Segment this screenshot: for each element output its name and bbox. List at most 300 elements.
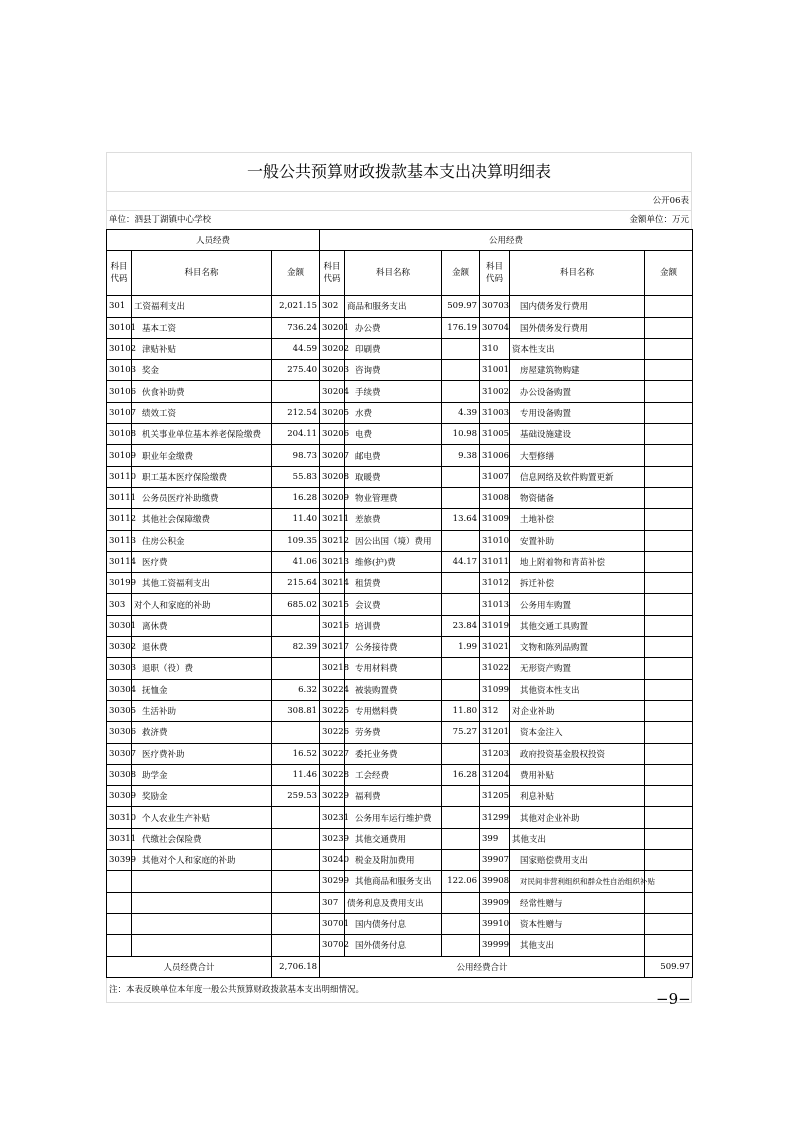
amount-value: 11.40 — [272, 509, 320, 530]
amount-value — [272, 807, 320, 828]
amount-value — [272, 722, 320, 743]
subject-name: 其他支出 — [510, 935, 645, 956]
table-row — [107, 615, 693, 636]
table-row — [107, 871, 693, 892]
table-row — [107, 338, 693, 359]
amount-value — [442, 807, 480, 828]
amount-value — [645, 700, 693, 721]
table-row — [107, 466, 693, 487]
amount-value — [272, 381, 320, 402]
amount-value — [645, 445, 693, 466]
page-number: −9− — [656, 990, 691, 1008]
subject-code: 30205 — [320, 402, 345, 423]
subject-name: 医疗费补助 — [132, 743, 272, 764]
section-header-row — [107, 230, 693, 251]
table-row — [107, 807, 693, 828]
subject-name: 奖金 — [132, 360, 272, 381]
subject-code: 30308 — [107, 764, 132, 785]
amount-value: 82.39 — [272, 637, 320, 658]
subject-name: 差旅费 — [345, 509, 442, 530]
subject-code: 30226 — [320, 722, 345, 743]
subject-name — [132, 892, 272, 913]
amount-value: 16.52 — [272, 743, 320, 764]
subject-code: 30206 — [320, 424, 345, 445]
subject-name: 政府投资基金股权投资 — [510, 743, 645, 764]
amount-value — [645, 658, 693, 679]
subject-code: 30201 — [320, 317, 345, 338]
amount-value — [645, 935, 693, 956]
subject-code: 30208 — [320, 466, 345, 487]
subject-code: 30309 — [107, 786, 132, 807]
subject-code: 30215 — [320, 594, 345, 615]
page-title: 一般公共预算财政拨款基本支出决算明细表 — [106, 152, 692, 191]
subject-code: 39908 — [480, 871, 510, 892]
subject-code: 30199 — [107, 573, 132, 594]
subject-code: 30217 — [320, 637, 345, 658]
amount-value: 685.02 — [272, 594, 320, 615]
unit-label: 单位：泗县丁湖镇中心学校 — [109, 215, 212, 225]
subject-code: 30204 — [320, 381, 345, 402]
subject-code: 30304 — [107, 679, 132, 700]
personnel-total-value: 2,706.18 — [272, 956, 320, 977]
table-row — [107, 935, 693, 956]
amount-value: 13.64 — [442, 509, 480, 530]
amount-value: 215.64 — [272, 573, 320, 594]
table-row — [107, 317, 693, 338]
subject-name: 公务接待费 — [345, 637, 442, 658]
subject-name: 退休费 — [132, 637, 272, 658]
subject-code: 30701 — [320, 913, 345, 934]
table-row — [107, 402, 693, 423]
subject-code: 31099 — [480, 679, 510, 700]
subject-code: 31011 — [480, 551, 510, 572]
subject-code: 302 — [320, 296, 345, 317]
amount-header: 金额 — [442, 251, 480, 296]
amount-value: 2,021.15 — [272, 296, 320, 317]
amount-value: 259.53 — [272, 786, 320, 807]
subject-name — [132, 935, 272, 956]
amount-value: 75.27 — [442, 722, 480, 743]
amount-value — [272, 615, 320, 636]
subject-name: 津贴补贴 — [132, 338, 272, 359]
table-row — [107, 360, 693, 381]
subject-code: 30102 — [107, 338, 132, 359]
name-header: 科目名称 — [510, 251, 645, 296]
subject-code: 30704 — [480, 317, 510, 338]
subject-code: 30703 — [480, 296, 510, 317]
table-row — [107, 786, 693, 807]
column-header-row — [107, 251, 693, 296]
subject-name: 机关事业单位基本养老保险缴费 — [132, 424, 272, 445]
subject-code: 31001 — [480, 360, 510, 381]
subject-code: 31021 — [480, 637, 510, 658]
amount-value — [442, 828, 480, 849]
amount-value: 16.28 — [442, 764, 480, 785]
subject-code: 31003 — [480, 402, 510, 423]
subject-name: 物资储备 — [510, 487, 645, 508]
table-row — [107, 764, 693, 785]
amount-value — [645, 573, 693, 594]
subject-name: 办公设备购置 — [510, 381, 645, 402]
table-row — [107, 637, 693, 658]
amount-value — [645, 913, 693, 934]
subject-name: 劳务费 — [345, 722, 442, 743]
amount-value — [645, 509, 693, 530]
subject-name: 其他对个人和家庭的补助 — [132, 850, 272, 871]
amount-value — [442, 892, 480, 913]
name-header: 科目名称 — [345, 251, 442, 296]
subject-name: 个人农业生产补贴 — [132, 807, 272, 828]
amount-value — [442, 487, 480, 508]
amount-value — [645, 637, 693, 658]
amount-value — [442, 338, 480, 359]
table-code: 公开06表 — [106, 191, 692, 210]
amount-value — [442, 573, 480, 594]
subject-code: 30218 — [320, 658, 345, 679]
subject-name: 代缴社会保险费 — [132, 828, 272, 849]
table-row — [107, 679, 693, 700]
subject-code: 30239 — [320, 828, 345, 849]
amount-value — [645, 424, 693, 445]
subject-name: 因公出国（境）费用 — [345, 530, 442, 551]
amount-value: 11.80 — [442, 700, 480, 721]
subject-name: 对个人和家庭的补助 — [132, 594, 272, 615]
subject-code: 30101 — [107, 317, 132, 338]
amount-value — [645, 466, 693, 487]
amount-value: 204.11 — [272, 424, 320, 445]
subject-name: 物业管理费 — [345, 487, 442, 508]
table-row — [107, 658, 693, 679]
subject-name: 生活补助 — [132, 700, 272, 721]
subject-name: 基本工资 — [132, 317, 272, 338]
subject-name: 利息补贴 — [510, 786, 645, 807]
amount-unit: 金额单位：万元 — [629, 215, 689, 225]
subject-name: 信息网络及软件购置更新 — [510, 466, 645, 487]
footnote: 注：本表反映单位本年度一般公共预算财政拨款基本支出明细情况。 — [106, 978, 692, 1003]
table-row — [107, 700, 693, 721]
subject-code: 30240 — [320, 850, 345, 871]
subject-name: 专用燃料费 — [345, 700, 442, 721]
amount-value: 10.98 — [442, 424, 480, 445]
subject-name: 培训费 — [345, 615, 442, 636]
subject-name: 无形资产购置 — [510, 658, 645, 679]
amount-value: 212.54 — [272, 402, 320, 423]
subject-code: 30112 — [107, 509, 132, 530]
subject-name: 其他支出 — [510, 828, 645, 849]
subject-code: 31205 — [480, 786, 510, 807]
subject-code: 30231 — [320, 807, 345, 828]
public-total-label: 公用经费合计 — [320, 956, 645, 977]
amount-value — [645, 807, 693, 828]
amount-value: 736.24 — [272, 317, 320, 338]
subject-name: 国外债务付息 — [345, 935, 442, 956]
subject-name: 其他交通费用 — [345, 828, 442, 849]
amount-value — [442, 913, 480, 934]
subject-code: 30227 — [320, 743, 345, 764]
subject-name: 水费 — [345, 402, 442, 423]
expenditure-table — [106, 229, 693, 978]
personnel-section-header: 人员经费 — [107, 230, 320, 251]
subject-code: 30212 — [320, 530, 345, 551]
table-row — [107, 487, 693, 508]
amount-value: 109.35 — [272, 530, 320, 551]
amount-value — [442, 679, 480, 700]
subject-name: 其他资本性支出 — [510, 679, 645, 700]
amount-value: 44.59 — [272, 338, 320, 359]
table-row — [107, 424, 693, 445]
amount-value — [272, 828, 320, 849]
subject-name: 资本性赠与 — [510, 913, 645, 934]
amount-value — [645, 317, 693, 338]
amount-value: 6.32 — [272, 679, 320, 700]
subject-code: 39999 — [480, 935, 510, 956]
amount-value — [442, 935, 480, 956]
amount-header: 金额 — [645, 251, 693, 296]
subject-code: 30301 — [107, 615, 132, 636]
amount-value: 275.40 — [272, 360, 320, 381]
subject-name: 其他对企业补助 — [510, 807, 645, 828]
code-header: 科目代码 — [480, 251, 510, 296]
table-row — [107, 850, 693, 871]
amount-value — [272, 892, 320, 913]
subject-code: 30702 — [320, 935, 345, 956]
subject-code: 30302 — [107, 637, 132, 658]
table-row — [107, 743, 693, 764]
subject-name: 国内债务发行费用 — [510, 296, 645, 317]
subject-name: 商品和服务支出 — [345, 296, 442, 317]
amount-value — [645, 615, 693, 636]
subject-code: 307 — [320, 892, 345, 913]
amount-value: 23.84 — [442, 615, 480, 636]
subject-name: 其他商品和服务支出 — [345, 871, 442, 892]
subject-code — [107, 913, 132, 934]
subject-name: 电费 — [345, 424, 442, 445]
subject-name: 对企业补助 — [510, 700, 645, 721]
amount-value — [645, 381, 693, 402]
subject-name: 基础设施建设 — [510, 424, 645, 445]
subject-code: 31006 — [480, 445, 510, 466]
subject-name: 租赁费 — [345, 573, 442, 594]
table-row — [107, 913, 693, 934]
subject-name: 其他交通工具购置 — [510, 615, 645, 636]
amount-value: 55.83 — [272, 466, 320, 487]
subject-code: 30107 — [107, 402, 132, 423]
subject-name: 费用补贴 — [510, 764, 645, 785]
code-header: 科目代码 — [107, 251, 132, 296]
subject-name: 房屋建筑物购建 — [510, 360, 645, 381]
amount-value — [645, 892, 693, 913]
subject-code: 310 — [480, 338, 510, 359]
subject-name: 经常性赠与 — [510, 892, 645, 913]
subject-name: 被装购置费 — [345, 679, 442, 700]
subject-name: 地上附着物和青苗补偿 — [510, 551, 645, 572]
subject-code: 30106 — [107, 381, 132, 402]
amount-value: 509.97 — [442, 296, 480, 317]
amount-value — [442, 381, 480, 402]
subject-code: 31019 — [480, 615, 510, 636]
subject-code: 30211 — [320, 509, 345, 530]
amount-value — [442, 360, 480, 381]
amount-value — [645, 338, 693, 359]
amount-value — [272, 850, 320, 871]
subject-code: 30111 — [107, 487, 132, 508]
subject-name: 工会经费 — [345, 764, 442, 785]
unit-row — [106, 210, 692, 229]
subject-name: 职工基本医疗保险缴费 — [132, 466, 272, 487]
amount-value — [442, 658, 480, 679]
subject-code: 31203 — [480, 743, 510, 764]
subject-name: 委托业务费 — [345, 743, 442, 764]
subject-code: 30209 — [320, 487, 345, 508]
amount-value: 9.38 — [442, 445, 480, 466]
subject-code: 30303 — [107, 658, 132, 679]
subject-name: 国家赔偿费用支出 — [510, 850, 645, 871]
public-section-header: 公用经费 — [320, 230, 693, 251]
subject-name: 职业年金缴费 — [132, 445, 272, 466]
subject-code: 30110 — [107, 466, 132, 487]
amount-value — [645, 360, 693, 381]
subject-name — [132, 913, 272, 934]
subject-code: 30109 — [107, 445, 132, 466]
subject-code: 31201 — [480, 722, 510, 743]
table-row — [107, 381, 693, 402]
subject-code: 30113 — [107, 530, 132, 551]
subject-code: 31022 — [480, 658, 510, 679]
table-row — [107, 551, 693, 572]
subject-code: 31009 — [480, 509, 510, 530]
personnel-total-label: 人员经费合计 — [107, 956, 272, 977]
subject-name: 国内债务付息 — [345, 913, 442, 934]
subject-code: 31008 — [480, 487, 510, 508]
public-total-value: 509.97 — [645, 956, 693, 977]
table-row — [107, 296, 693, 317]
subject-code — [107, 871, 132, 892]
subject-code: 399 — [480, 828, 510, 849]
subject-name: 安置补助 — [510, 530, 645, 551]
subject-code: 30214 — [320, 573, 345, 594]
subject-code: 30310 — [107, 807, 132, 828]
subject-name: 奖励金 — [132, 786, 272, 807]
amount-value — [645, 530, 693, 551]
amount-value — [645, 850, 693, 871]
subject-name: 邮电费 — [345, 445, 442, 466]
subject-name: 医疗费 — [132, 551, 272, 572]
amount-value: 98.73 — [272, 445, 320, 466]
subject-code: 31013 — [480, 594, 510, 615]
table-row — [107, 892, 693, 913]
subject-name: 抚恤金 — [132, 679, 272, 700]
table-row — [107, 530, 693, 551]
subject-name: 取暖费 — [345, 466, 442, 487]
subject-code: 30103 — [107, 360, 132, 381]
subject-code — [107, 892, 132, 913]
subject-name: 办公费 — [345, 317, 442, 338]
subject-name: 公务员医疗补助缴费 — [132, 487, 272, 508]
amount-value — [645, 786, 693, 807]
subject-code: 30306 — [107, 722, 132, 743]
amount-value — [645, 296, 693, 317]
amount-value: 16.28 — [272, 487, 320, 508]
table-row — [107, 445, 693, 466]
subject-code: 30228 — [320, 764, 345, 785]
subject-code: 39907 — [480, 850, 510, 871]
amount-value — [272, 658, 320, 679]
subject-code: 30225 — [320, 700, 345, 721]
subject-code: 31012 — [480, 573, 510, 594]
subject-name: 拆迁补偿 — [510, 573, 645, 594]
subject-code: 31299 — [480, 807, 510, 828]
amount-value: 41.06 — [272, 551, 320, 572]
subject-code — [107, 935, 132, 956]
subject-name: 大型修缮 — [510, 445, 645, 466]
subject-name: 工资福利支出 — [132, 296, 272, 317]
totals-row — [107, 956, 693, 977]
name-header: 科目名称 — [132, 251, 272, 296]
amount-value: 4.39 — [442, 402, 480, 423]
subject-name: 国外债务发行费用 — [510, 317, 645, 338]
subject-code: 312 — [480, 700, 510, 721]
subject-name: 资本金注入 — [510, 722, 645, 743]
subject-name: 税金及附加费用 — [345, 850, 442, 871]
subject-code: 303 — [107, 594, 132, 615]
table-row — [107, 722, 693, 743]
subject-code: 39909 — [480, 892, 510, 913]
subject-code: 30207 — [320, 445, 345, 466]
subject-name: 住房公积金 — [132, 530, 272, 551]
amount-value — [645, 402, 693, 423]
subject-name: 其他社会保障缴费 — [132, 509, 272, 530]
subject-code: 301 — [107, 296, 132, 317]
subject-name: 福利费 — [345, 786, 442, 807]
amount-value: 122.06 — [442, 871, 480, 892]
subject-code: 30108 — [107, 424, 132, 445]
subject-name: 其他工资福利支出 — [132, 573, 272, 594]
subject-code: 31002 — [480, 381, 510, 402]
subject-name: 印刷费 — [345, 338, 442, 359]
subject-name: 退职（役）费 — [132, 658, 272, 679]
amount-value — [442, 594, 480, 615]
amount-value — [645, 722, 693, 743]
subject-name: 救济费 — [132, 722, 272, 743]
table-row — [107, 509, 693, 530]
budget-sheet — [106, 152, 692, 1003]
amount-value — [645, 743, 693, 764]
amount-value — [442, 743, 480, 764]
subject-code: 30202 — [320, 338, 345, 359]
amount-value — [645, 487, 693, 508]
amount-value — [442, 850, 480, 871]
subject-name: 维修(护)费 — [345, 551, 442, 572]
table-row — [107, 573, 693, 594]
subject-code: 30299 — [320, 871, 345, 892]
amount-value — [645, 594, 693, 615]
amount-value — [442, 530, 480, 551]
subject-code: 30213 — [320, 551, 345, 572]
amount-value — [272, 935, 320, 956]
subject-name: 资本性支出 — [510, 338, 645, 359]
subject-code: 30203 — [320, 360, 345, 381]
subject-name: 伙食补助费 — [132, 381, 272, 402]
subject-code: 31010 — [480, 530, 510, 551]
table-row — [107, 594, 693, 615]
subject-name: 公务用车购置 — [510, 594, 645, 615]
subject-code: 39910 — [480, 913, 510, 934]
code-header: 科目代码 — [320, 251, 345, 296]
subject-code: 31005 — [480, 424, 510, 445]
amount-value: 308.81 — [272, 700, 320, 721]
subject-name: 专用材料费 — [345, 658, 442, 679]
amount-value — [645, 551, 693, 572]
